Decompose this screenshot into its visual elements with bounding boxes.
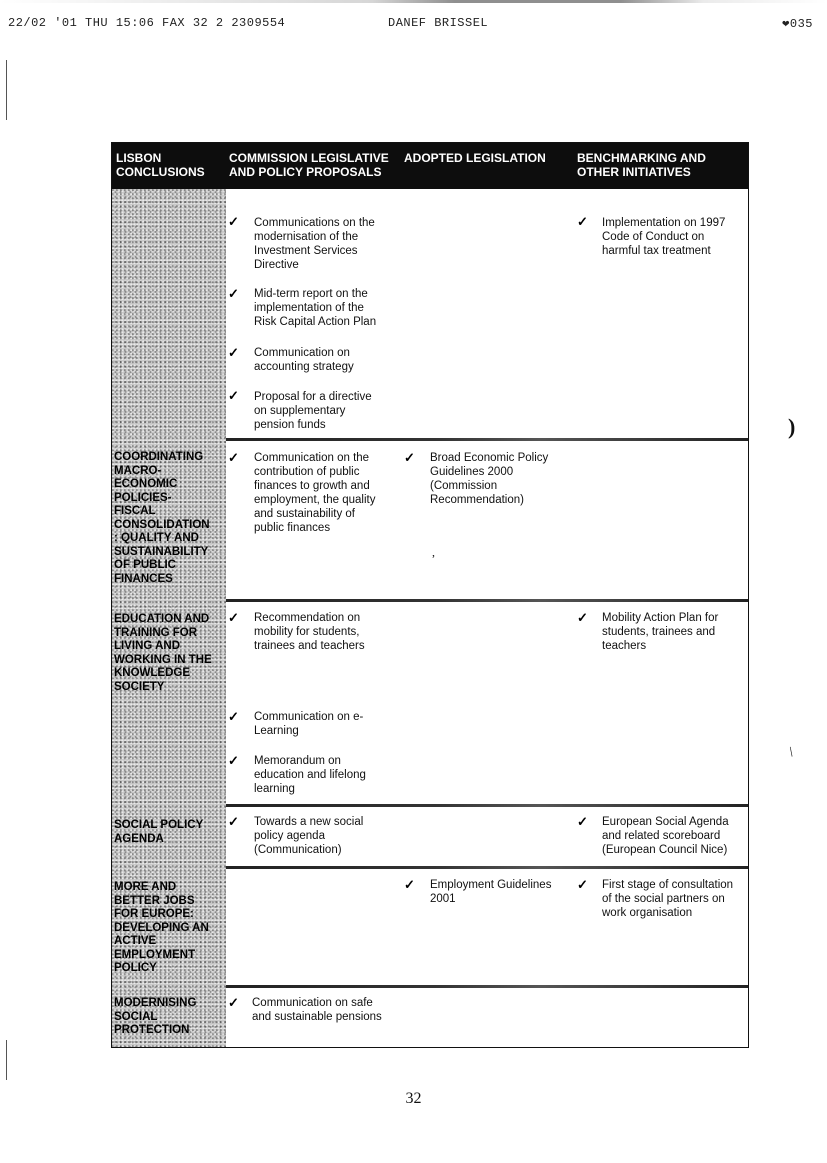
lisbon-conclusions-table [111, 142, 749, 1048]
row-label-employment: MORE AND BETTER JOBS FOR EUROPE: DEVELOPING AN ACTIVE EMPLOYMENT POLICY [114, 881, 209, 974]
page-number: 32 [405, 1090, 422, 1107]
benchmark-item: Implementation on 1997 Code of Conduct on harmful tax treatment [602, 217, 726, 257]
check-mark-icon: ✓ [577, 214, 588, 229]
row-separator [226, 804, 748, 807]
check-mark-icon: ✓ [228, 814, 239, 829]
proposal-item: Memorandum on education and lifelong learning [254, 755, 366, 795]
proposal-item: Recommendation on mobility for students, trainees and teachers [254, 612, 365, 652]
scan-edge-mark [6, 60, 7, 120]
header-commission-proposals: COMMISSION LEGISLATIVE AND POLICY PROPOSALS [229, 151, 389, 179]
fax-transmission-line [0, 0, 827, 3]
row-separator [226, 438, 748, 441]
proposal-item: Communication on the contribution of public finances to growth and employment, the quality and sustainability of public finances [254, 452, 376, 534]
header-lisbon-conclusions: LISBON CONCLUSIONS [116, 151, 205, 179]
check-mark-icon: ✓ [228, 388, 239, 403]
proposal-item: Communications on the modernisation of the Investment Services Directive [254, 217, 375, 271]
adopted-item: Broad Economic Policy Guidelines 2000 (Commission Recommendation) [430, 452, 549, 506]
check-mark-icon: ✓ [228, 286, 239, 301]
check-mark-icon: ✓ [404, 877, 415, 892]
table-header-row [112, 143, 748, 189]
proposal-item: Proposal for a directive on supplementary pension funds [254, 391, 372, 431]
check-mark-icon: ✓ [228, 709, 239, 724]
scan-artifact-mark: , [432, 545, 435, 559]
check-mark-icon: ✓ [228, 214, 239, 229]
row-label-macroeconomic: COORDINATING MACRO- ECONOMIC POLICIES- FISCAL CONSOLIDATION : QUALITY AND SUSTAINABILITY OF PUBLIC FINANCES [114, 451, 210, 585]
check-mark-icon: ✓ [404, 450, 415, 465]
row-separator [226, 866, 748, 869]
adopted-item: Employment Guidelines 2001 [430, 879, 552, 905]
check-mark-icon: ✓ [228, 450, 239, 465]
header-adopted-legislation: ADOPTED LEGISLATION [404, 151, 546, 165]
scan-edge-mark [6, 1040, 7, 1080]
check-mark-icon: ✓ [577, 814, 588, 829]
fax-header-page: ❤035 [782, 17, 813, 31]
scan-artifact-mark: / [786, 745, 798, 761]
benchmark-item: First stage of consultation of the social partners on work organisation [602, 879, 734, 919]
row-separator [226, 985, 748, 988]
proposal-item: Communication on safe and sustainable pensions [252, 997, 382, 1023]
row-label-social-policy: SOCIAL POLICY AGENDA [114, 819, 204, 845]
check-mark-icon: ✓ [577, 877, 588, 892]
scan-artifact-mark: ) [788, 414, 796, 439]
fax-header-datetime: 22/02 '01 THU 15:06 FAX 32 2 2309554 [8, 16, 286, 30]
proposal-item: Mid-term report on the implementation of the Risk Capital Action Plan [254, 288, 377, 328]
proposal-item: Communication on accounting strategy [254, 347, 354, 373]
benchmark-item: European Social Agenda and related scoreboard (European Council Nice) [602, 816, 729, 856]
fax-header-sender: DANEF BRISSEL [388, 16, 489, 30]
benchmark-item: Mobility Action Plan for students, trainees and teachers [602, 612, 719, 652]
proposal-item: Communication on e- Learning [254, 711, 364, 737]
check-mark-icon: ✓ [228, 995, 239, 1010]
fax-header [8, 16, 813, 32]
proposal-item: Towards a new social policy agenda (Communication) [254, 816, 364, 856]
row-label-education: EDUCATION AND TRAINING FOR LIVING AND WORKING IN THE KNOWLEDGE SOCIETY [114, 613, 212, 693]
check-mark-icon: ✓ [228, 345, 239, 360]
lisbon-conclusions-column [112, 189, 226, 1047]
row-separator [226, 599, 748, 602]
check-mark-icon: ✓ [228, 753, 239, 768]
header-benchmarking: BENCHMARKING AND OTHER INITIATIVES [577, 151, 706, 179]
row-label-social-protection: MODERNISING SOCIAL PROTECTION [114, 997, 197, 1036]
check-mark-icon: ✓ [577, 610, 588, 625]
check-mark-icon: ✓ [228, 610, 239, 625]
